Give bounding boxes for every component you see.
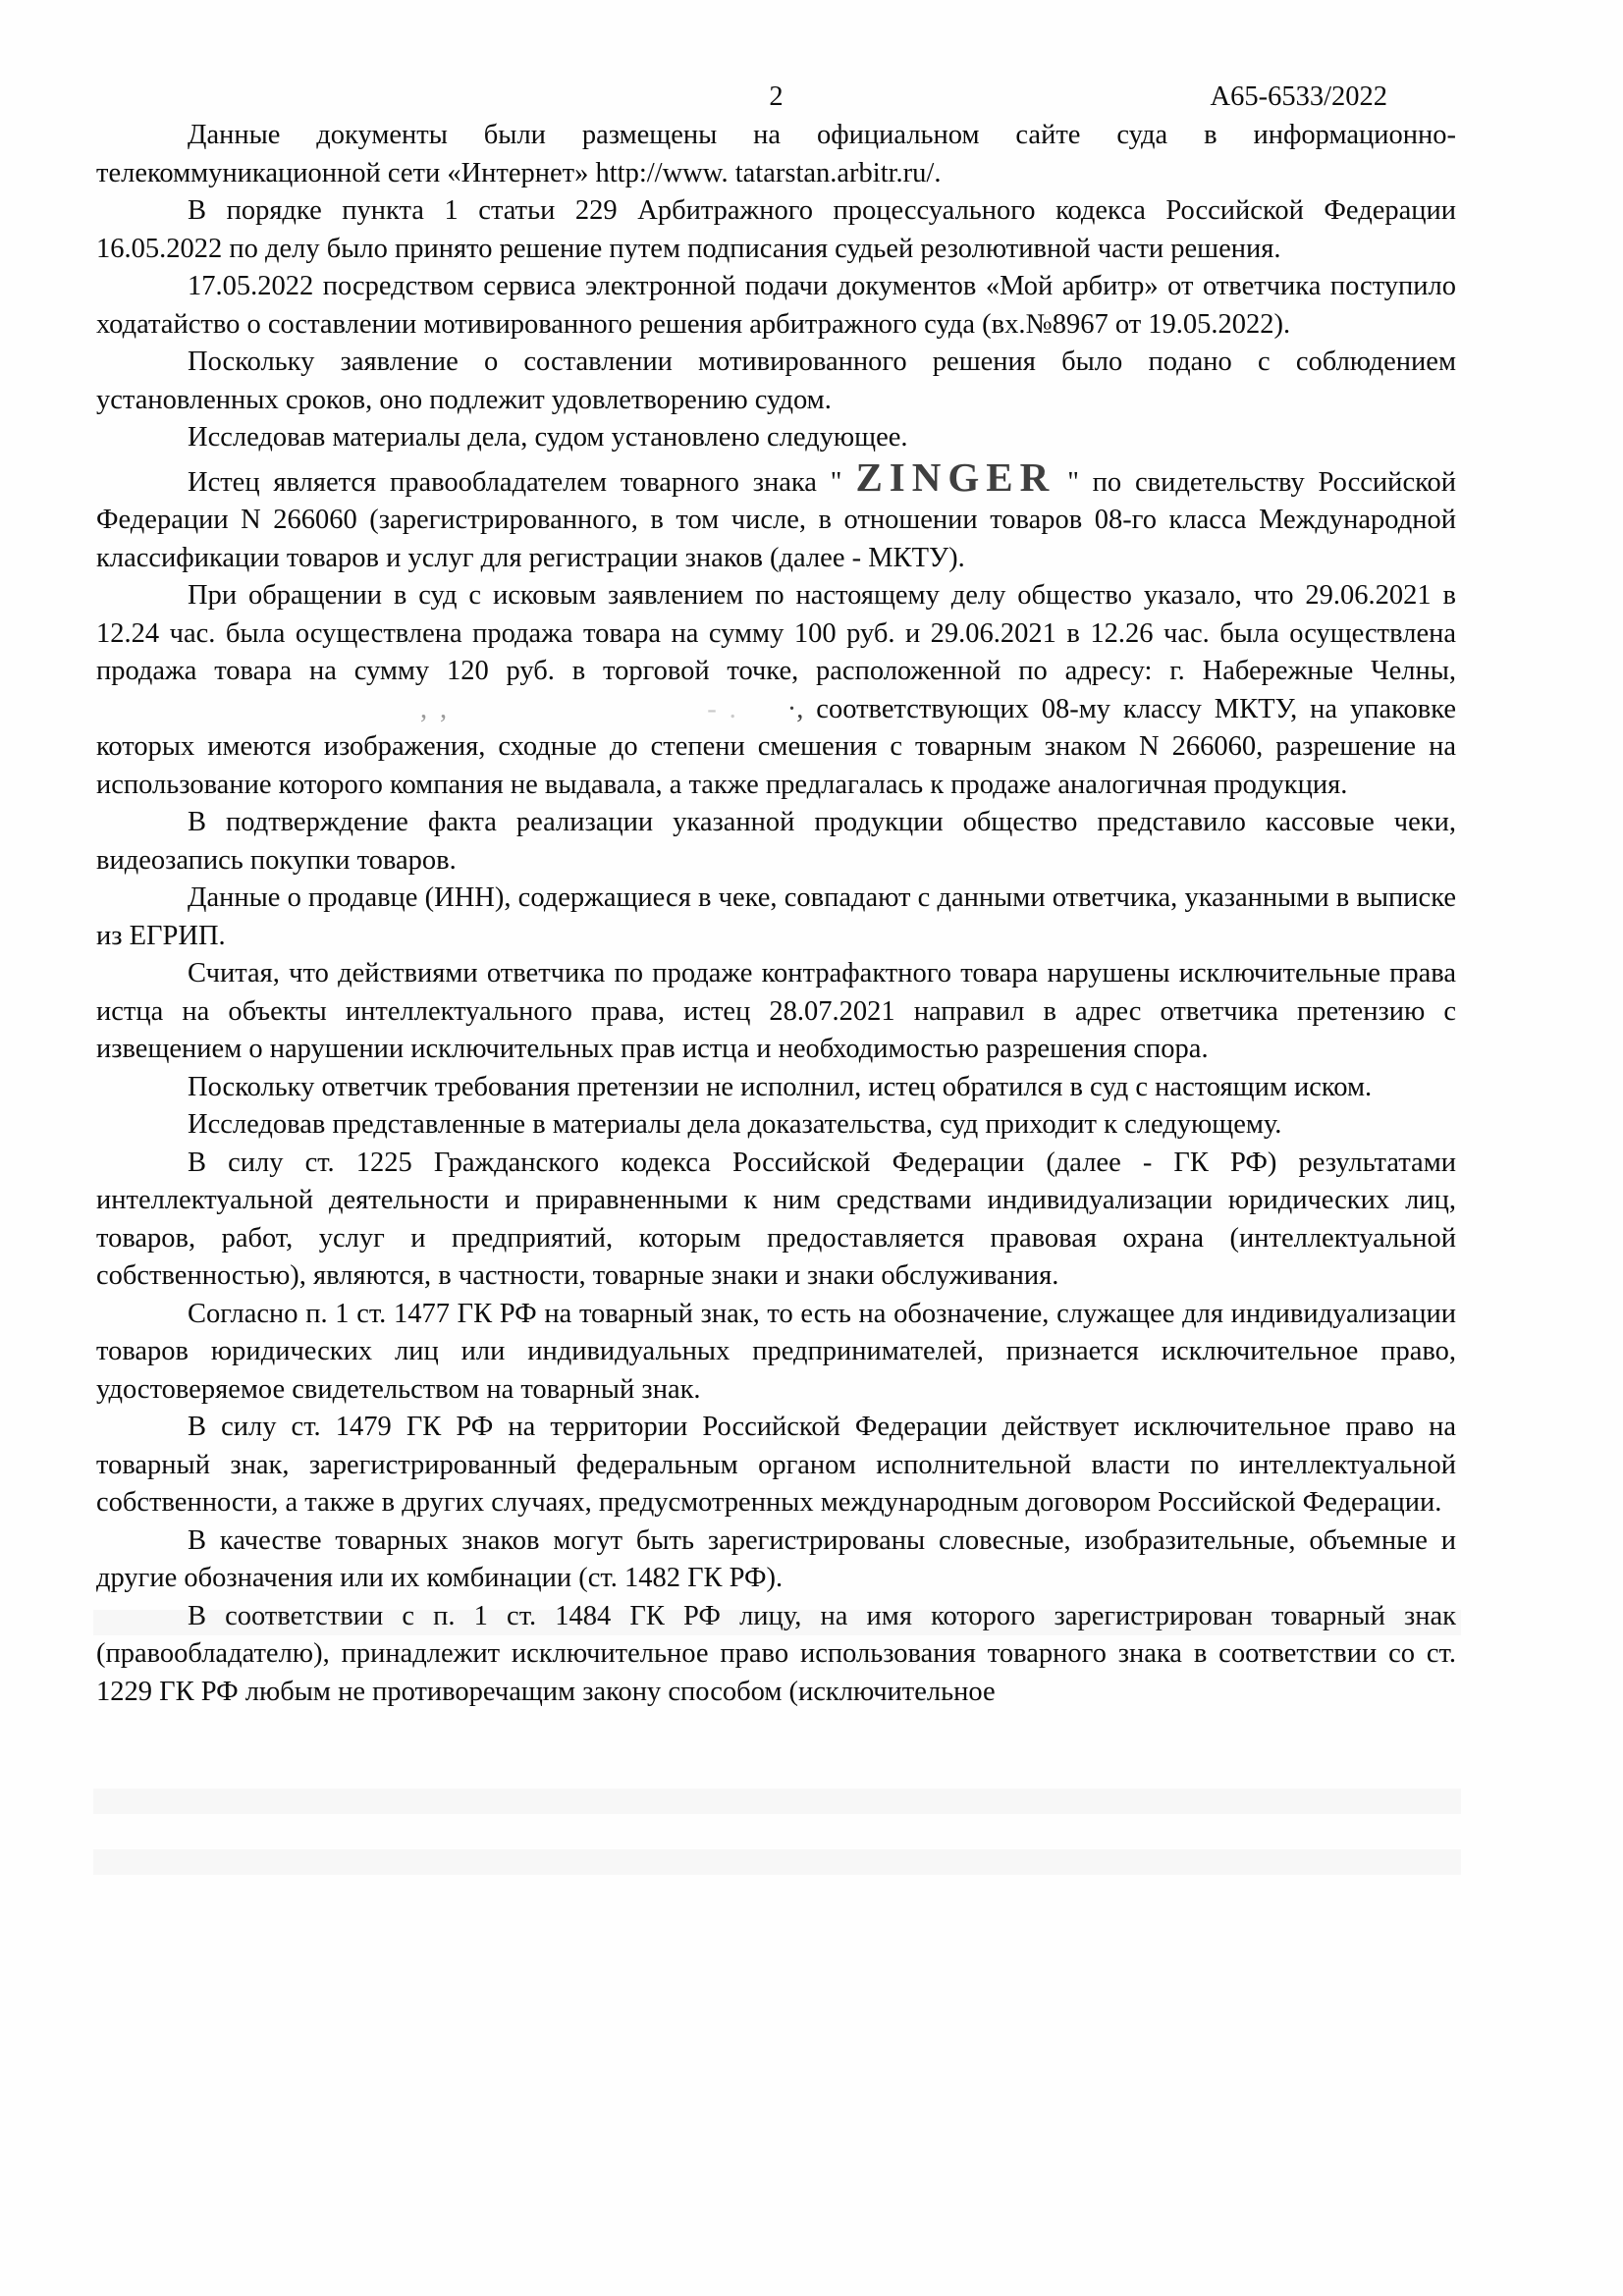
paragraph-claim-letter: Считая, что действиями ответчика по продаже контрафактного товара нарушены исключительные права истца на объекты интеллектуального права, истец 28.07.2021 направил в адрес ответчика претензию с извещением о нарушении исключительных прав истца и необходимостью разрешения спора.	[96, 958, 1456, 1064]
redaction-blank	[447, 717, 707, 718]
paragraph-purchase-redacted	[96, 577, 1456, 804]
redaction-remnant: , ,	[420, 693, 448, 724]
paragraph-text: При обращении в суд с исковым заявлением по настоящему делу общество указало, что 29.06.2021 в 12.24 час. была осуществлена продажа товара на сумму 100 руб. и 29.06.2021 в 12.26 час. была осуществлена продажа товара на сумму 120 руб. в торговой точке, расположенной по адресу: г. Набережные Челны,	[96, 580, 1456, 686]
paragraph-text: соответствующих 08-му классу МКТУ, на упаковке которых имеются изображения, сходные до степени смешения с товарным знаком N 266060, разрешение на использование которого компания не выдавала, а также предлагалась к продаже аналогичная продукция.	[96, 693, 1457, 800]
scan-artifact	[93, 1789, 1461, 1814]
paragraph-materials: Исследовав материалы дела, судом установлено следующее.	[188, 422, 908, 453]
redaction-remnant: - .	[707, 693, 736, 724]
document-header	[96, 79, 1456, 117]
paragraph-resolution: В порядке пункта 1 статьи 229 Арбитражного процессуального кодекса Российской Федерации 16.05.2022 по делу было принято решение путем подписания судьей резолютивной части решения.	[96, 195, 1456, 264]
paragraph-art-1477: Согласно п. 1 ст. 1477 ГК РФ на товарный знак, то есть на обозначение, служащее для индивидуализации товаров юридических лиц или индивидуальных предпринимателей, признается исключительное право, удостоверяемое свидетельством на товарный знак.	[96, 1298, 1456, 1405]
paragraph-art-1482: В качестве товарных знаков могут быть зарегистрированы словесные, изобразительные, объемные и другие обозначения или их комбинации (ст. 1482 ГК РФ).	[96, 1524, 1456, 1593]
paragraph-motion: 17.05.2022 посредством сервиса электронной подачи документов «Мой арбитр» от ответчика поступило ходатайство о составлении мотивированного решения арбитражного суда (вх.№8967 от 19.05.2022).	[96, 271, 1456, 340]
redaction-blank	[736, 717, 787, 718]
paragraph-court-conclusion: Исследовав представленные в материалы дела доказательства, суд приходит к следующему.	[188, 1109, 1282, 1140]
paragraph-art-1479: В силу ст. 1479 ГК РФ на территории Российской Федерации действует исключительное право на товарный знак, зарегистрированный федеральным органом исполнительной власти по интеллектуальной собственности, а также в других случаях, предусмотренных международным договором Российской Федерации.	[96, 1412, 1456, 1518]
zinger-trademark-logo: ZINGER	[855, 454, 1056, 500]
case-number: А65-6533/2022	[1210, 81, 1387, 112]
paragraph-lawsuit: Поскольку ответчик требования претензии не исполнил, истец обратился в суд с настоящим иском.	[188, 1071, 1373, 1102]
redaction-blank	[96, 717, 420, 718]
paragraph-art-1484: В соответствии с п. 1 ст. 1484 ГК РФ лицу, на имя которого зарегистрирован товарный знак (правообладателю), принадлежит исключительное право использования товарного знака в соответствии со ст. 1229 ГК РФ любым не противоречащим закону способом (исключительное	[96, 1600, 1456, 1707]
paragraph-text: Истец является правообладателем товарного знака "	[188, 466, 842, 498]
paragraph-deadline: Поскольку заявление о составлении мотивированного решения было подано с соблюдением установленных сроков, оно подлежит удовлетворению судом.	[96, 347, 1456, 415]
paragraph-inn: Данные о продавце (ИНН), содержащиеся в чеке, совпадают с данными ответчика, указанными в выписке из ЕГРИП.	[96, 882, 1456, 951]
scan-artifact	[93, 1849, 1461, 1875]
redaction-remnant: ·,	[786, 693, 804, 724]
paragraph-art-1225: В силу ст. 1225 Гражданского кодекса Российской Федерации (далее - ГК РФ) результатами интеллектуальной деятельности и приравненными к ним средствами индивидуализации юридических лиц, товаров, работ, услуг и предприятий, которым предоставляется правовая охрана (интеллектуальной собственностью), являются, в частности, товарные знаки и знаки обслуживания.	[96, 1147, 1456, 1291]
paragraph-evidence: В подтверждение факта реализации указанной продукции общество представило кассовые чеки, видеозапись покупки товаров.	[96, 807, 1456, 876]
page-number: 2	[769, 81, 784, 112]
paragraph-text: " по свидетельству Российской Федерации N 266060 (зарегистрированного, в том числе, в отношении товаров 08-го класса Международной классификации товаров и услуг для регистрации знаков (далее - МКТУ).	[96, 466, 1456, 573]
paragraph-trademark	[96, 454, 1456, 578]
paragraph-publication: Данные документы были размещены на официальном сайте суда в информационно-телекоммуникационной сети «Интернет» http://www. tatarstan.arbitr.ru/.	[96, 120, 1456, 188]
